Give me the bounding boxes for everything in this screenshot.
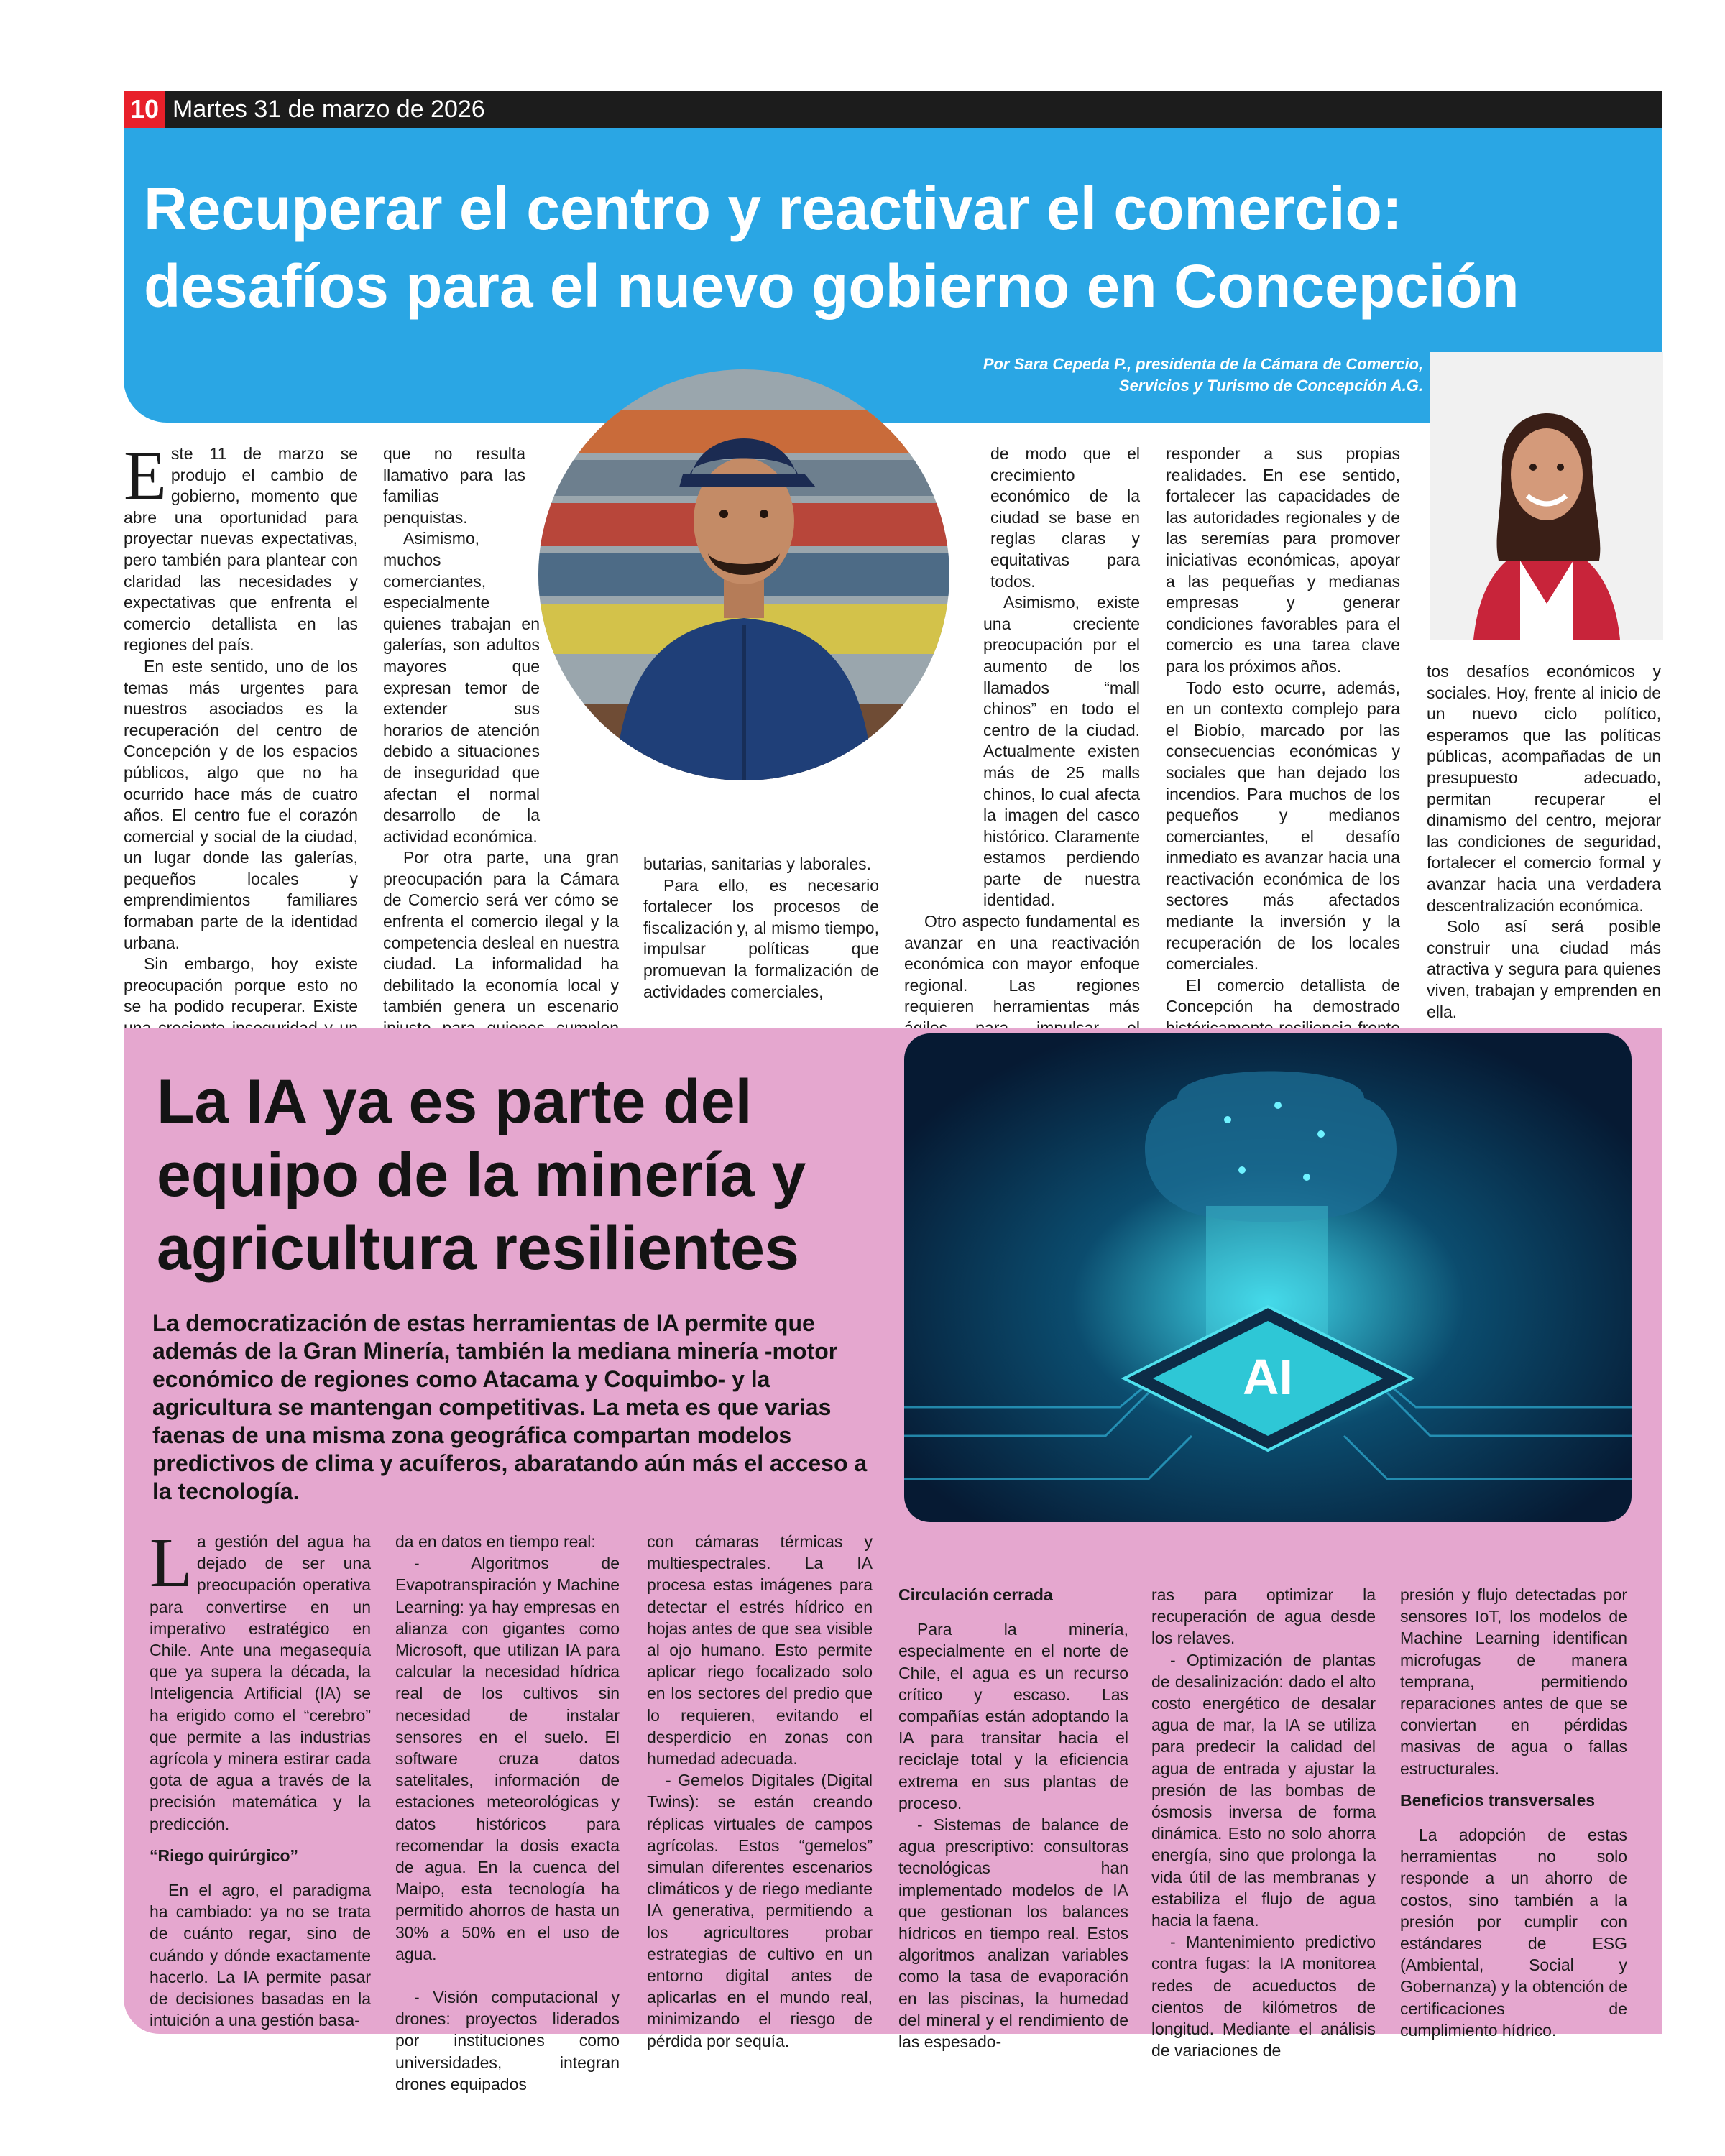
issue-date: Martes 31 de marzo de 2026 — [172, 96, 485, 123]
article1-column-5 — [1166, 443, 1400, 1060]
ai-chip-illustration — [904, 1033, 1632, 1522]
article1-dropcap: E — [124, 437, 167, 515]
paragraph: Sin embargo, hoy existe preocupación porque esto no se ha podido recuperar. Existe — [124, 954, 358, 1016]
article2-column-4 — [898, 1584, 1128, 2053]
paragraph: Asimismo, muchos comerciantes, especialmente quienes trabajan en galerías, son adultos mayores que expresan temor de extender sus horarios de atención debido a situaciones de inseguridad que afectan el normal desarrollo de la actividad económica. — [383, 529, 540, 846]
paragraph: ste 11 de marzo se produjo el cambio de gobierno, momento que abre una oportunidad para proyectar nuevas expectativas, pero también para plantear con claridad las necesidades y expectativas que enfrenta el comercio detallista en las regiones del país. — [124, 444, 358, 655]
paragraph: En este sentido, uno de los temas más urgentes para nuestros asociados es la recuperación del centro de Concepción y de los espacios públicos, algo que no ha ocurrido hace más de cuatro años. El centro fue el corazón comercial y social de la ciudad, un lugar donde las galerías, pequeños locales y emprendimientos familiares formaban parte de la identidad urbana. — [124, 656, 358, 952]
paragraph: responder a sus propias realidades. En ese sentido, fortalecer las capacidades de las autoridades regionales y de las seremías para promover iniciativas económicas, apoyar a las pequeñas y medianas empresas y generar condiciones favorables para el comercio es una tarea clave para los próximos años. — [1166, 444, 1400, 676]
paragraph: La adopción de estas herramientas no solo responde a un ahorro de costos, sino también a la presión por cumplir con estándares de ESG (Ambiental, Social y Gobernanza) y la obtención de certificaciones de cumplimiento hídrico. — [1400, 1825, 1627, 2040]
subheading: Circulación cerrada — [898, 1585, 1053, 1604]
byline-line-1: Por Sara Cepeda P., presidenta de la Cámara de Comercio, — [983, 355, 1423, 373]
paragraph: El comercio detallista de Concepción ha demostrado — [1166, 975, 1400, 1016]
paragraph: que no resulta llamativo para las familias penquistas. — [383, 444, 525, 527]
article2-column-6 — [1400, 1584, 1627, 2041]
paragraph: Para ello, es necesario fortalecer los procesos de fiscalización y, al mismo tiempo, impulsar políticas que promuevan la formalización de actividades comerciales, — [643, 875, 879, 1001]
article2-column-3 — [647, 1531, 873, 2052]
subheading: “Riego quirúrgico” — [150, 1846, 298, 1865]
article1-column-6 — [1427, 661, 1661, 1023]
article1-title: Recuperar el centro y reactivar el comercio: desafíos para el nuevo gobierno en Concepción — [144, 175, 1519, 320]
article2-column-5 — [1151, 1584, 1376, 2061]
paragraph: - Optimización de plantas de desalinización: dado el alto costo energético de desalar agua de mar, la IA se utiliza para predecir la calidad del agua de entrada y ajustar la presión de las bombas de ósmosis inversa de forma dinámica. Esto no solo ahorra energía, sino que prolonga la vida útil de las membranas y estabiliza el flujo de agua hacia la faena. — [1151, 1650, 1376, 1930]
paragraph: Otro aspecto fundamental es avanzar en una reactivación económica con mayor enfoque regional. Las regiones requieren herramientas más — [904, 912, 1140, 1016]
paragraph: da en datos en tiempo real: — [395, 1532, 596, 1551]
article2-lead: La democratización de estas herramientas de IA permite que además de la Gran Minería, también la mediana minería -motor económico de regiones como Atacama y Coquimbo- y la agricultura se mantengan competitivas. La meta es que varias faenas de una misma zona geográfica compartan modelos predictivos de clima y acuíferos, abaratando aún más el acceso a la tecnología. — [152, 1310, 868, 1504]
paragraph: En el agro, el paradigma ha cambiado: ya no se trata de cuánto regar, sino de cuándo y dónde exactamente hacerlo. La IA permite pasar de decisiones basadas en la intuición a una gestión basa- — [150, 1881, 371, 2030]
chip-label: AI — [1243, 1349, 1293, 1405]
article2-column-1 — [150, 1524, 371, 2031]
paragraph: de modo que el crecimiento económico de la ciudad se base en reglas claras y equitativas para todos. — [990, 444, 1140, 591]
paragraph: con cámaras térmicas y multiespectrales. La IA procesa estas imágenes para detectar el estrés hídrico en hojas antes de que sea visible al ojo humano. Esto permite aplicar riego focalizado solo en los sectores del predio que lo requieren, evitando el desperdicio en zonas con humedad adecuada. — [647, 1532, 873, 1769]
article1-column-2 — [383, 443, 619, 1060]
article2-dropcap: L — [150, 1524, 193, 1602]
paragraph: - Gemelos Digitales (Digital Twins): se están creando réplicas virtuales de campos agrícolas. Estos “gemelos” simulan diferentes escenarios climáticos y de riego mediante IA generativa, permitiendo a los agricultores probar estrategias de cultivo en un entorno digital antes de aplicarlas en el mundo real, minimizando el riesgo de pérdida por sequía. — [647, 1771, 873, 2050]
article1-byline — [983, 354, 1423, 397]
paragraph: - Visión computacional y drones: proyectos liderados por instituciones como universidades, integran drones equipados — [395, 1988, 620, 2093]
page-number: 10 — [124, 91, 165, 128]
paragraph: presión y flujo detectadas por sensores IoT, los modelos de Machine Learning identifican microfugas de manera temprana, permitiendo reparaciones antes de que se conviertan en pérdidas masivas de agua o fallas estructurales. — [1400, 1585, 1627, 1778]
article1-column-3 — [643, 854, 879, 1003]
paragraph: - Sistemas de balance de agua prescriptivo: consultoras tecnológicas han implementado modelos de IA que gestionan los balances hídricos en tiempo real. Estos algoritmos analizan variables como la tasa de evaporación en las piscinas, la humedad del mineral y el rendimiento de las espesado- — [898, 1815, 1128, 2052]
subheading: Beneficios transversales — [1400, 1790, 1596, 1810]
paragraph: - Mantenimiento predictivo contra fugas: la IA monitorea redes de acueductos de cientos de kilómetros de longitud. Mediante el análisis de variaciones de — [1151, 1932, 1376, 2060]
paragraph: Solo así será posible construir una ciudad más atractiva y segura para quienes viven, trabajan y emprenden en ella. — [1427, 917, 1661, 1021]
article1-column-1 — [124, 437, 358, 1060]
paragraph: tos desafíos económicos y sociales. Hoy, frente al inicio de un nuevo ciclo político, esperamos que las políticas públicas, acompañadas de un presupuesto adecuado, permitan recuperar el dinamismo del centro, mejorar las condiciones de seguridad, fortalecer el comercio formal y avanzar hacia una verdadera descentralización económica. — [1427, 662, 1661, 915]
article1-column-4 — [904, 443, 1140, 1060]
byline-line-2: Servicios y Turismo de Concepción A.G. — [1118, 377, 1423, 395]
paragraph: Para la minería, especialmente en el norte de Chile, el agua es un recurso crítico y escaso. Las compañías están adoptando la IA para transitar hacia el reciclaje total y la eficiencia extrema en sus plantas de proceso. — [898, 1620, 1128, 1812]
paragraph: a gestión del agua ha dejado de ser una preocupación operativa para convertirse en un imperativo estratégico en Chile. Ante una megasequía que ya supera la década, la Inteligencia Artificial (IA) se ha erigido como el “cerebro” que permite a las industrias agrícola y minera estirar cada gota de agua a través de la precisión matemática y la predicción. — [150, 1532, 371, 1833]
paragraph: Todo esto ocurre, además, en un contexto complejo para el Biobío, marcado por las consecuencias económicas y sociales que han dejado los incendios. Para muchos de los pequeños y medianos comerciantes, el desafío inmediato es avanzar hacia una reactivación económica de los sectores más afectados mediante la inversión y la recuperación de los locales comerciales. — [1166, 678, 1400, 974]
paragraph: butarias, sanitarias y laborales. — [643, 854, 872, 873]
paragraph: Asimismo, existe una creciente preocupación por el aumento de los llamados “mall chinos” en todo el centro de la ciudad. Actualmente existen más de 25 malls chinos, lo cual afecta la imagen del casco histórico. Claramente estamos perdiendo parte de nuestra identidad. — [983, 593, 1140, 910]
paragraph: Por otra parte, una gran preocupación para la Cámara de Comercio será ver cómo se enfrenta el comercio ilegal y la competencia desleal en nuestra ciudad. La informalidad ha debilitado la economía local y también genera un escenario — [383, 848, 619, 1016]
article2-column-2 — [395, 1531, 620, 2095]
author-portrait-photo — [1430, 352, 1663, 640]
article2-title: La IA ya es parte del equipo de la minería y agricultura resilientes — [157, 1067, 806, 1283]
paragraph: ras para optimizar la recuperación de agua desde los relaves. — [1151, 1585, 1376, 1648]
paragraph: - Algoritmos de Evapotranspiración y Machine Learning: ya hay empresas en alianza con gigantes como Microsoft, que utilizan IA para calcular la necesidad hídrica real de los cultivos sin necesidad de instalar sensores en el suelo. El software cruza datos satelitales, información de estaciones meteorológicas y datos históricos para recomendar la dosis exacta de agua. En la cuenca del Maipo, esta tecnología ha permitido ahorros de hasta un 30% a 50% en el uso de agua. — [395, 1554, 620, 1963]
